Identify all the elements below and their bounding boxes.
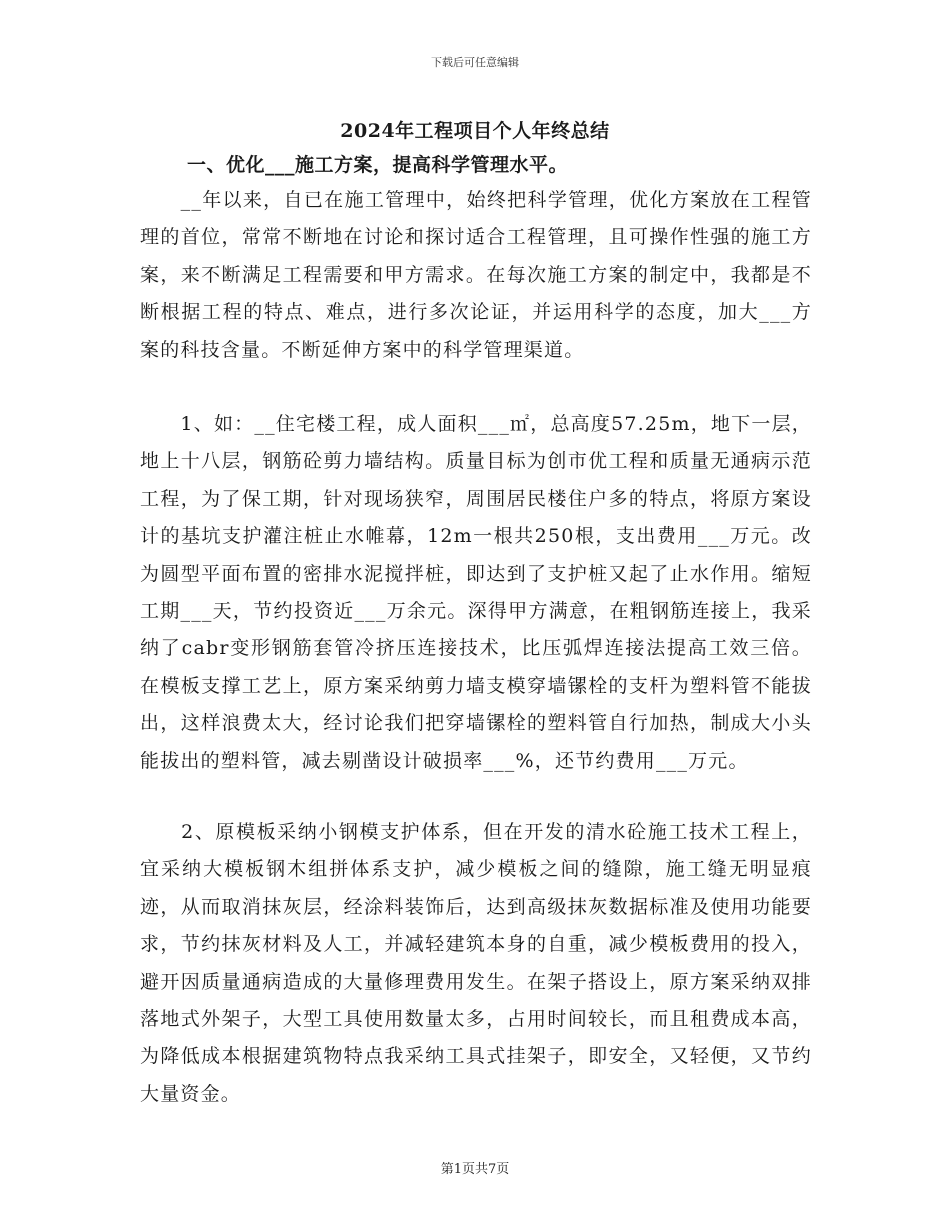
paragraph-intro <box>140 182 812 369</box>
paragraph-item-1 <box>140 406 812 780</box>
section-heading: 一、优化___施工方案，提高科学管理水平。 <box>187 154 569 176</box>
paragraph-text: 1、如：__住宅楼工程，成人面积___㎡，总高度57.25m，地下一层，地上十八层，钢筋砼剪力墙结构。质量目标为创市优工程和质量无通病示范工程，为了保工期，针对现场狭窄，周围居民楼住户多的特点，将原方案设计的基坑支护灌注桩止水帷幕，12m一根共250根，支出费用___万元。改为圆型平面布置的密排水泥搅拌桩，即达到了支护桩又起了止水作用。缩短工期___天，节约投资近___万余元。深得甲方满意，在粗钢筋连接上，我采纳了cabr变形钢筋套管冷挤压连接技术，比压弧焊连接法提高工效三倍。在模板支撑工艺上，原方案采纳剪力墙支模穿墙镙栓的支杆为塑料管不能拔出，这样浪费太大，经讨论我们把穿墙镙栓的塑料管自行加热，制成大小头能拔出的塑料管，减去剔凿设计破损率___%，还节约费用___万元。 <box>140 413 812 772</box>
document-title: 2024年工程项目个人年终总结 <box>340 120 610 142</box>
paragraph-text: __年以来，自已在施工管理中，始终把科学管理，优化方案放在工程管理的首位，常常不断地在讨论和探讨适合工程管理，且可操作性强的施工方案，来不断满足工程需要和甲方需求。在每次施工方案的制定中，我都是不断根据工程的特点、难点，进行多次论证，并运用科学的态度，加大___方案的科技含量。不断延伸方案中的科学管理渠道。 <box>140 189 812 361</box>
paragraph-text: 2、原模板采纳小钢模支护体系，但在开发的清水砼施工技术工程上，宜采纳大模板钢木组拼体系支护，减少模板之间的缝隙，施工缝无明显痕迹，从而取消抹灰层，经涂料装饰后，达到高级抹灰数据标准及使用功能要求，节约抹灰材料及人工，并减轻建筑本身的自重，减少模板费用的投入，避开因质量通病造成的大量修理费用发生。在架子搭设上，原方案采纳双排落地式外架子，大型工具使用数量太多，占用时间较长，而且租费成本高，为降低成本根据建筑物特点我采纳工具式挂架子，即安全，又轻便，又节约大量资金。 <box>140 821 812 1105</box>
paragraph-item-2 <box>140 814 812 1113</box>
page-header-note: 下载后可任意编辑 <box>431 56 519 69</box>
page-number-footer: 第1页共7页 <box>440 1162 510 1177</box>
